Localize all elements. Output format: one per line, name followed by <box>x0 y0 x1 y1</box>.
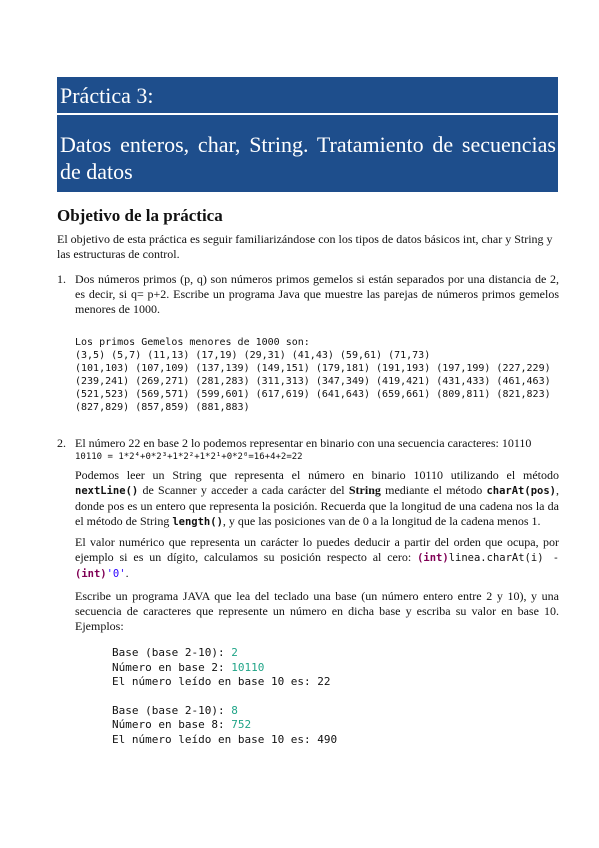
input-value: 10110 <box>231 660 265 674</box>
example-line: Base (base 2-10): 8 <box>112 703 238 717</box>
output-line: (827,829) (857,859) (881,883) <box>75 402 250 413</box>
code-nextline: nextLine() <box>75 485 139 497</box>
exercise-2-number: 2. <box>57 436 66 450</box>
exercise-2-paragraph-3: Escribe un programa JAVA que lea del teclado una base (un número entero entre 2 y 10), y una secuencia de caracteres que represente un número en dicha base y escriba su valor en base 10. Ejemplos: <box>75 589 559 633</box>
output-line: (3,5) (5,7) (11,13) (17,19) (29,31) (41,43) (59,61) (71,73) <box>75 350 431 361</box>
output-line: (521,523) (569,571) (599,601) (617,619) (641,643) (659,661) (809,811) (821,823) <box>75 389 551 400</box>
example-line: Número en base 2: 10110 <box>112 660 265 674</box>
code-cast-int: (int) <box>417 552 449 564</box>
string-term: String <box>348 483 381 497</box>
exercise-2-paragraph-1: Podemos leer un String que representa el número en binario 10110 utilizando el método nextLine() de Scanner y acceder a cada carácter del String mediante el método charAt(pos), donde pos es un entero que representa la posición. Recuerda que la longitud de una cadena nos la da el método de String length(), y que las posiciones van de 0 a la longitud de la cadena menos 1. <box>75 468 559 528</box>
practice-title: Práctica 3: <box>60 83 154 108</box>
example-line: Base (base 2-10): 2 <box>112 646 238 659</box>
code-char-literal: '0' <box>106 568 126 580</box>
example-2 <box>57 704 559 748</box>
code-cast-int: (int) <box>75 568 107 580</box>
output-line: Los primos Gemelos menores de 1000 son: <box>75 337 310 348</box>
exercise-1-output <box>75 336 559 414</box>
input-value: 752 <box>231 718 252 731</box>
input-value: 8 <box>231 703 238 717</box>
example-line: El número leído en base 10 es: 22 <box>112 675 331 688</box>
exercise-2 <box>57 436 559 634</box>
code-charat-expr: linea.charAt(i) - <box>448 552 560 564</box>
code-length: length() <box>172 516 223 528</box>
title-row <box>57 77 558 115</box>
binary-formula: 10110 = 1*2⁴+0*2³+1*2²+1*2¹+0*2⁰=16+4+2=22 <box>75 452 303 462</box>
objective-text: El objetivo de esta práctica es seguir familiarizándose con los tipos de datos básicos int, char y String y las estructuras de control. <box>57 232 553 261</box>
objective-heading: Objetivo de la práctica <box>57 206 223 225</box>
example-line: El número leído en base 10 es: 490 <box>112 732 338 746</box>
output-line: (101,103) (107,109) (137,139) (149,151) (179,181) (191,193) (197,199) (227,229) <box>75 363 551 374</box>
input-value: 2 <box>231 646 238 659</box>
exercise-2-intro: El número 22 en base 2 lo podemos representar en binario con una secuencia caracteres: 10110 <box>75 436 532 450</box>
practice-subtitle: Datos enteros, char, String. Tratamiento de secuencias de datos <box>60 132 556 184</box>
exercise-1 <box>57 272 559 414</box>
example-line: Número en base 8: 752 <box>112 718 252 731</box>
title-banner <box>57 77 558 192</box>
example-1 <box>57 646 559 690</box>
code-charat: charAt(pos) <box>486 485 556 497</box>
exercise-1-text: Dos números primos (p, q) son números primos gemelos si están separados por una distancia de 2, es decir, si q= p+2. Escribe un programa Java que muestre las parejas de números primos gemelos menores de 1000. <box>75 272 559 316</box>
exercise-2-paragraph-2: El valor numérico que representa un carácter lo puedes deducir a partir del orden que ocupa, por ejemplo si es un dígito, calculamos su posición respecto al cero: (int)linea.charAt(i) - (int)'0'. <box>75 535 560 580</box>
document-body <box>57 206 559 747</box>
output-line: (239,241) (269,271) (281,283) (311,313) (347,349) (419,421) (431,433) (461,463) <box>75 376 551 387</box>
exercise-1-number: 1. <box>57 272 66 286</box>
